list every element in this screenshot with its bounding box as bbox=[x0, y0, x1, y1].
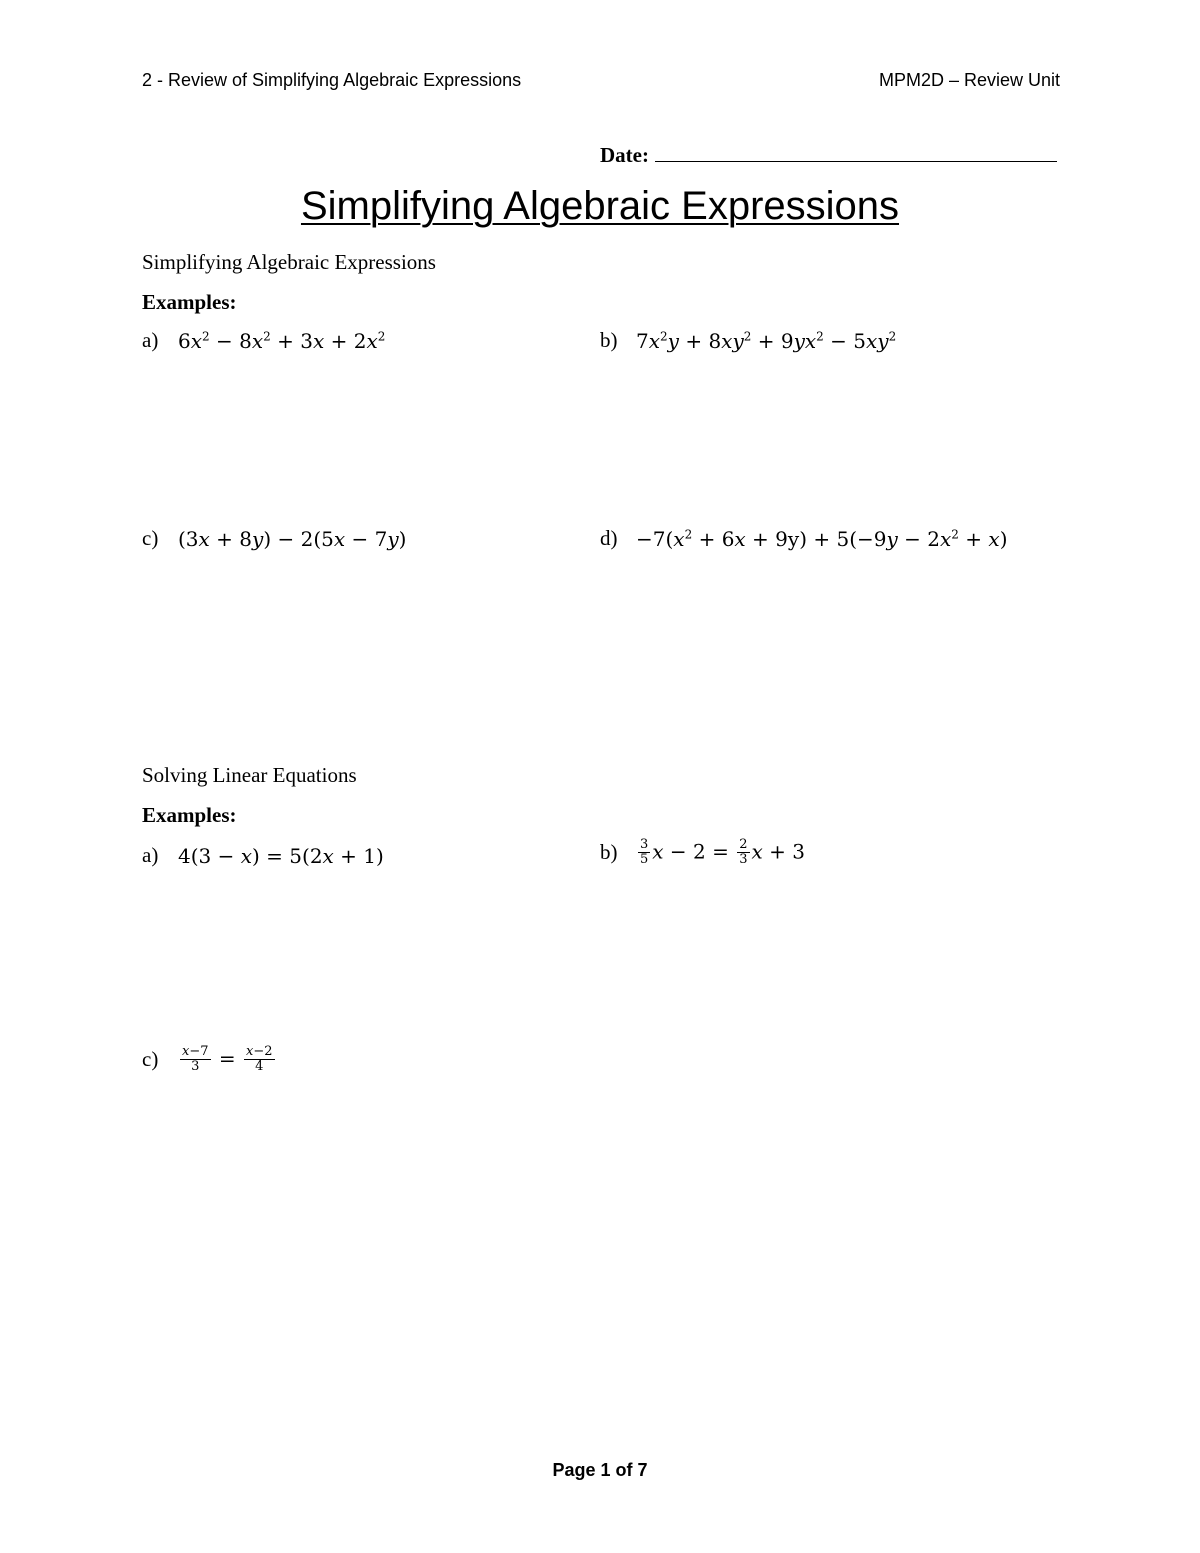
examples-label-1: Examples: bbox=[142, 290, 237, 314]
header-right: MPM2D – Review Unit bbox=[878, 70, 1060, 90]
problem-1d bbox=[600, 526, 1008, 551]
header-left: 2 - Review of Simplifying Algebraic Expressions bbox=[142, 70, 522, 90]
page-title: Simplifying Algebraic Expressions bbox=[300, 184, 900, 228]
problem-label: b) bbox=[600, 328, 618, 352]
footer-page-number: 1 bbox=[600, 1460, 611, 1480]
problem-expression: $\frac{x-7}{3}$ = $\frac{x-2}{4}$ bbox=[182, 1044, 273, 1075]
problem-label: a) bbox=[142, 328, 159, 352]
page-footer bbox=[0, 1460, 1200, 1481]
problem-expression: (3x + 8y) − 2(5x − 7y) bbox=[178, 526, 407, 551]
problem-2b bbox=[600, 838, 805, 868]
problem-1a bbox=[142, 328, 385, 353]
footer-page-word: Page bbox=[552, 1460, 596, 1480]
problem-expression: $-7(x^2 + 6x + 9y) + 5(-9y - 2x^2 + x)$ bbox=[636, 526, 1008, 551]
examples-label-2: Examples: bbox=[142, 803, 237, 827]
problem-label: a) bbox=[142, 843, 159, 867]
section-heading-simplifying: Simplifying Algebraic Expressions bbox=[142, 250, 436, 274]
problem-2a bbox=[142, 843, 384, 868]
problem-expression: $6x^2 - 8x^2 + 3x + 2x^2$ bbox=[178, 328, 386, 353]
footer-of-word: of bbox=[615, 1460, 633, 1480]
date-field bbox=[600, 143, 1057, 168]
problem-label: b) bbox=[600, 840, 618, 865]
problem-label: c) bbox=[142, 1047, 159, 1072]
problem-1b bbox=[600, 328, 896, 353]
problem-2c bbox=[142, 1045, 277, 1075]
problem-expression: $7x^2y + 8xy^2 + 9yx^2 - 5xy^2$ bbox=[636, 328, 897, 353]
problem-expression: $\frac{3}{5}$ x − 2 = $\frac{2}{3}$ x + 3 bbox=[640, 837, 805, 868]
page-header bbox=[142, 70, 1060, 91]
section-heading-linear: Solving Linear Equations bbox=[142, 763, 357, 787]
date-label: Date: bbox=[600, 143, 649, 167]
problem-label: c) bbox=[142, 526, 159, 550]
problem-1c bbox=[142, 526, 406, 551]
problem-expression: 4(3 − x) = 5(2x + 1) bbox=[178, 843, 384, 868]
footer-page-total: 7 bbox=[637, 1460, 648, 1480]
date-blank bbox=[655, 143, 1057, 162]
problem-label: d) bbox=[600, 526, 618, 550]
